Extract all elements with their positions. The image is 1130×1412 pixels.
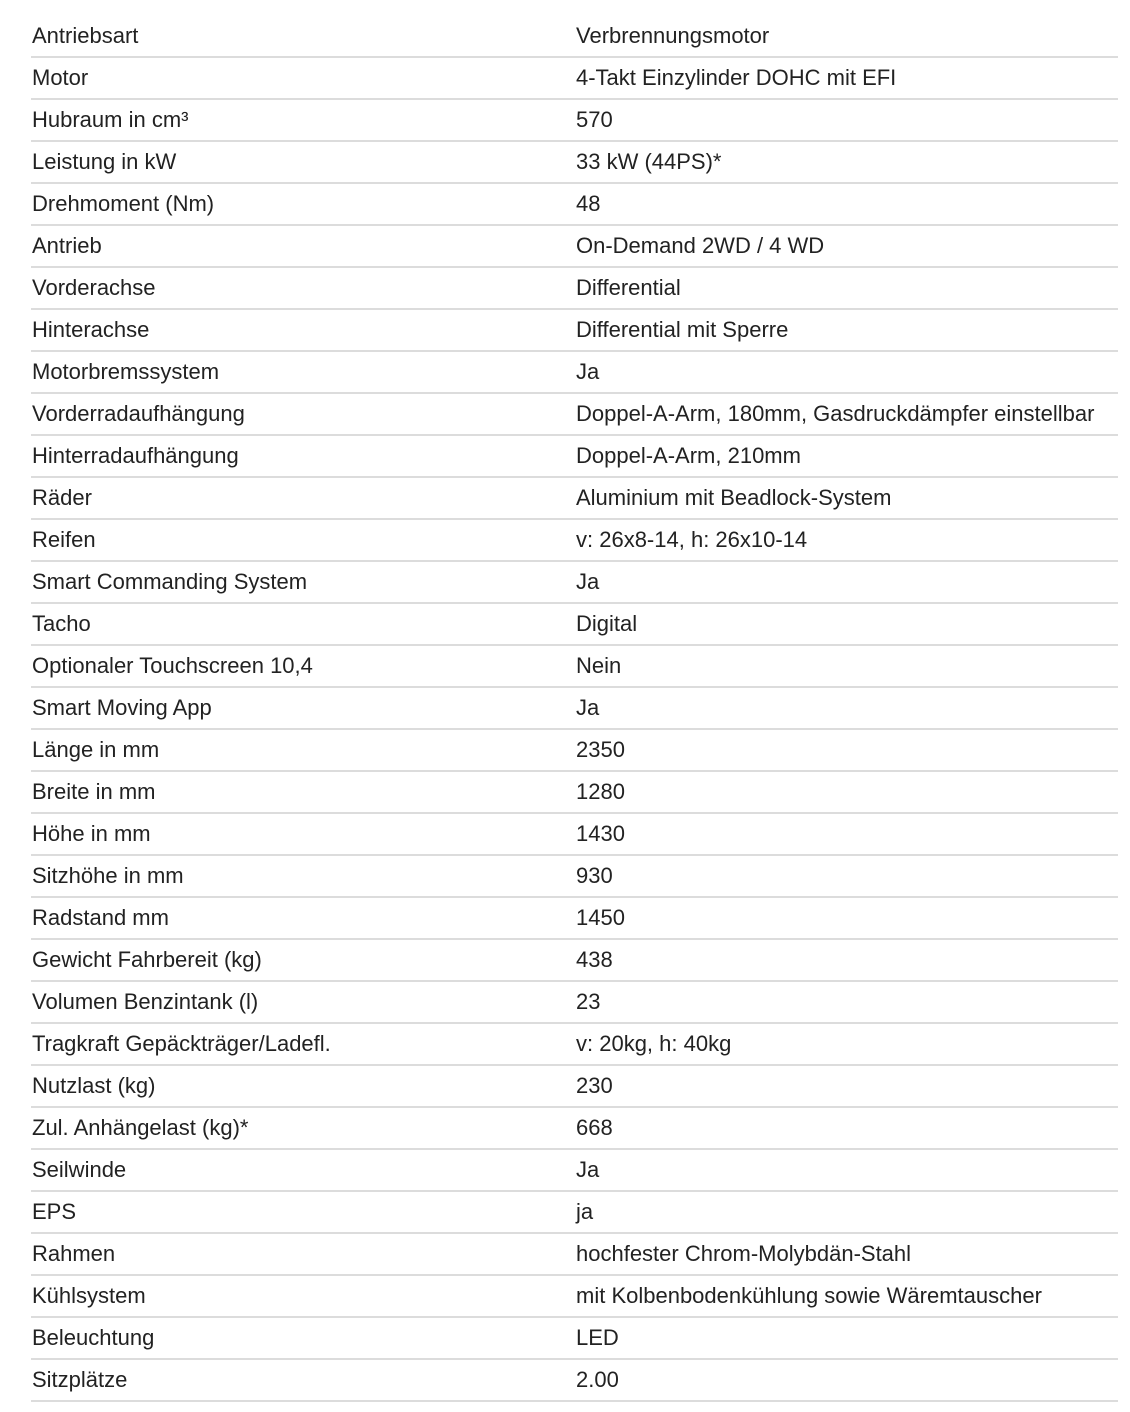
spec-label: Hubraum in cm³ — [31, 99, 576, 141]
spec-row — [31, 1191, 1118, 1233]
spec-value: Digital — [576, 603, 1118, 645]
spec-value: 230 — [576, 1065, 1118, 1107]
spec-label: Antriebsart — [31, 16, 576, 57]
spec-value: Ja — [576, 561, 1118, 603]
spec-value: ja — [576, 1191, 1118, 1233]
spec-label: Smart Moving App — [31, 687, 576, 729]
spec-label: Räder — [31, 477, 576, 519]
spec-row — [31, 16, 1118, 57]
spec-value: 33 kW (44PS)* — [576, 141, 1118, 183]
spec-row — [31, 687, 1118, 729]
spec-row — [31, 855, 1118, 897]
spec-label: Vorderradaufhängung — [31, 393, 576, 435]
spec-row — [31, 1275, 1118, 1317]
spec-value: Verbrennungsmotor — [576, 16, 1118, 57]
spec-value: 930 — [576, 855, 1118, 897]
spec-label: Hinterradaufhängung — [31, 435, 576, 477]
spec-label: Höhe in mm — [31, 813, 576, 855]
spec-label: Vorderachse — [31, 267, 576, 309]
spec-label: Motor — [31, 57, 576, 99]
spec-row — [31, 57, 1118, 99]
spec-value: Doppel-A-Arm, 180mm, Gasdruckdämpfer einstellbar — [576, 393, 1118, 435]
spec-value: Aluminium mit Beadlock-System — [576, 477, 1118, 519]
spec-label: Leistung in kW — [31, 141, 576, 183]
spec-row — [31, 645, 1118, 687]
spec-label: Rahmen — [31, 1233, 576, 1275]
spec-row — [31, 1023, 1118, 1065]
spec-label: Zul. Anhängelast (kg)* — [31, 1107, 576, 1149]
spec-value: 4-Takt Einzylinder DOHC mit EFI — [576, 57, 1118, 99]
spec-label: Tacho — [31, 603, 576, 645]
spec-label: Hinterachse — [31, 309, 576, 351]
spec-row — [31, 771, 1118, 813]
spec-value: mit Kolbenbodenkühlung sowie Wäremtauscher — [576, 1275, 1118, 1317]
spec-row — [31, 981, 1118, 1023]
spec-row — [31, 183, 1118, 225]
spec-value: 2350 — [576, 729, 1118, 771]
spec-value: 668 — [576, 1107, 1118, 1149]
spec-value: hochfester Chrom-Molybdän-Stahl — [576, 1233, 1118, 1275]
spec-value: 1430 — [576, 813, 1118, 855]
spec-row — [31, 393, 1118, 435]
spec-value: Differential — [576, 267, 1118, 309]
spec-value: Doppel-A-Arm, 210mm — [576, 435, 1118, 477]
spec-label: Volumen Benzintank (l) — [31, 981, 576, 1023]
spec-value: 1280 — [576, 771, 1118, 813]
spec-label: Länge in mm — [31, 729, 576, 771]
spec-label: EPS — [31, 1191, 576, 1233]
spec-row — [31, 561, 1118, 603]
spec-label: Smart Commanding System — [31, 561, 576, 603]
spec-label: Radstand mm — [31, 897, 576, 939]
spec-row — [31, 897, 1118, 939]
spec-row — [31, 1317, 1118, 1359]
spec-label: Nutzlast (kg) — [31, 1065, 576, 1107]
spec-row — [31, 729, 1118, 771]
spec-value: Ja — [576, 687, 1118, 729]
spec-value: v: 26x8-14, h: 26x10-14 — [576, 519, 1118, 561]
spec-row — [31, 1065, 1118, 1107]
spec-row — [31, 603, 1118, 645]
spec-row — [31, 1107, 1118, 1149]
spec-row — [31, 1233, 1118, 1275]
spec-value: LED — [576, 1317, 1118, 1359]
spec-label: Gewicht Fahrbereit (kg) — [31, 939, 576, 981]
spec-row — [31, 225, 1118, 267]
spec-value: Nein — [576, 645, 1118, 687]
spec-row — [31, 1359, 1118, 1401]
spec-label: Optionaler Touchscreen 10,4 — [31, 645, 576, 687]
spec-label: Reifen — [31, 519, 576, 561]
spec-value: 48 — [576, 183, 1118, 225]
spec-value: 2.00 — [576, 1359, 1118, 1401]
spec-label: Tragkraft Gepäckträger/Ladefl. — [31, 1023, 576, 1065]
spec-label: Sitzhöhe in mm — [31, 855, 576, 897]
spec-row — [31, 435, 1118, 477]
spec-row — [31, 267, 1118, 309]
spec-row — [31, 939, 1118, 981]
spec-label: Motorbremssystem — [31, 351, 576, 393]
spec-value: 570 — [576, 99, 1118, 141]
spec-value: On-Demand 2WD / 4 WD — [576, 225, 1118, 267]
spec-label: Antrieb — [31, 225, 576, 267]
spec-row — [31, 1149, 1118, 1191]
spec-table-body — [31, 16, 1118, 1401]
spec-row — [31, 477, 1118, 519]
spec-value: 23 — [576, 981, 1118, 1023]
spec-row — [31, 351, 1118, 393]
spec-row — [31, 99, 1118, 141]
spec-table — [31, 16, 1118, 1402]
spec-label: Breite in mm — [31, 771, 576, 813]
spec-value: 438 — [576, 939, 1118, 981]
spec-row — [31, 813, 1118, 855]
spec-label: Kühlsystem — [31, 1275, 576, 1317]
spec-label: Beleuchtung — [31, 1317, 576, 1359]
spec-row — [31, 309, 1118, 351]
spec-value: Ja — [576, 1149, 1118, 1191]
spec-row — [31, 141, 1118, 183]
spec-value: Ja — [576, 351, 1118, 393]
spec-value: Differential mit Sperre — [576, 309, 1118, 351]
spec-value: 1450 — [576, 897, 1118, 939]
spec-label: Seilwinde — [31, 1149, 576, 1191]
spec-label: Sitzplätze — [31, 1359, 576, 1401]
spec-value: v: 20kg, h: 40kg — [576, 1023, 1118, 1065]
spec-label: Drehmoment (Nm) — [31, 183, 576, 225]
spec-row — [31, 519, 1118, 561]
